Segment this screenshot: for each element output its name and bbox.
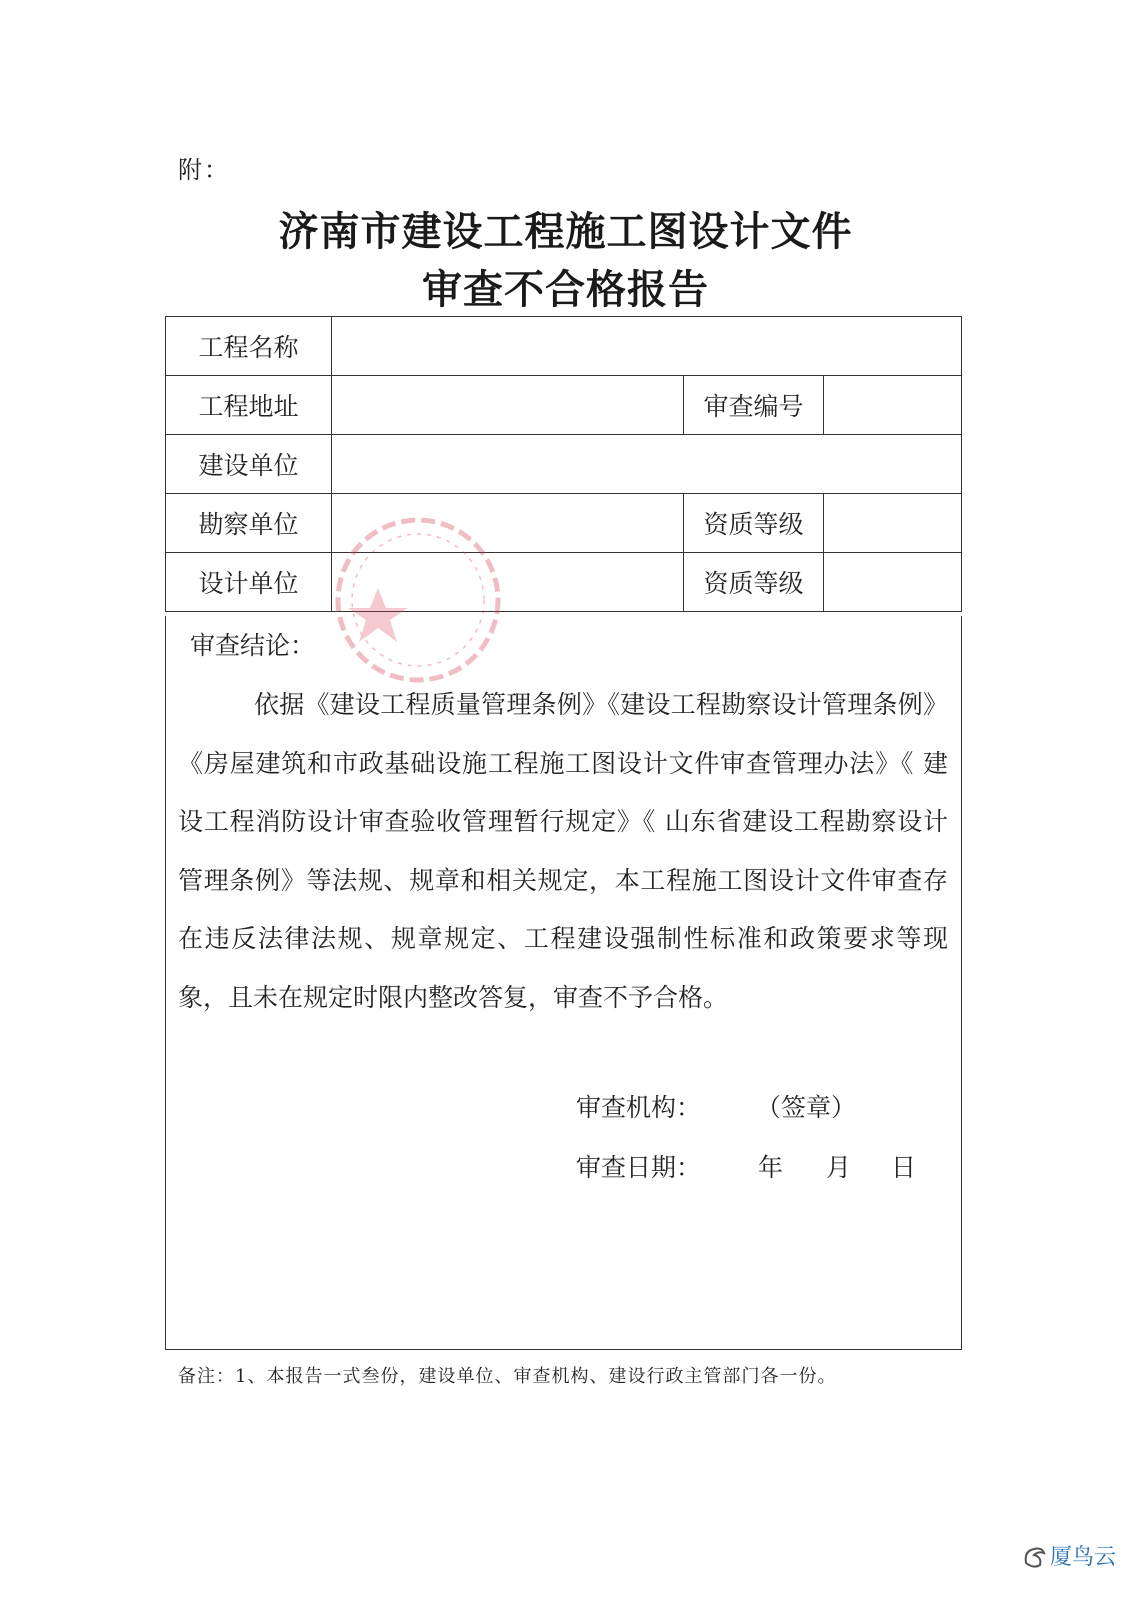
date-year-label: 年 bbox=[758, 1153, 784, 1182]
watermark bbox=[1020, 1540, 1116, 1571]
conclusion-text: 依据《建设工程质量管理条例》《建设工程勘察设计管理条例》《房屋建筑和市政基础设施工程施工图设计文件审查管理办法》《 建设工程消防设计审查验收管理暂行规定》《 山东省建设工程勘察设计管理条例》等法规、规章和相关规定，本工程施工图设计文件审查存在违反法律法规、规章规定、工程建设强制性标准和政策要求等现象，且未在规定时限内整改答复，审查不予合格。 bbox=[178, 690, 948, 1012]
bird-logo-icon bbox=[1020, 1541, 1050, 1571]
project-address-field[interactable] bbox=[332, 376, 684, 435]
date-month-label: 月 bbox=[826, 1153, 852, 1182]
footer-note: 备注：1、本报告一式叁份，建设单位、审查机构、建设行政主管部门各一份。 bbox=[178, 1366, 837, 1387]
construction-unit-label: 建设单位 bbox=[166, 435, 332, 494]
survey-qualification-field[interactable] bbox=[824, 494, 962, 553]
date-day-label: 日 bbox=[891, 1153, 917, 1182]
document-title-line2: 审查不合格报告 bbox=[422, 267, 709, 313]
design-unit-label: 设计单位 bbox=[166, 553, 332, 612]
report-form-table bbox=[165, 316, 962, 612]
review-date-label: 审查日期： bbox=[576, 1153, 702, 1182]
review-number-label: 审查编号 bbox=[684, 376, 824, 435]
seal-label: （签章） bbox=[756, 1093, 857, 1122]
row-construction-unit bbox=[166, 435, 962, 494]
project-name-label: 工程名称 bbox=[166, 317, 332, 376]
official-seal-stamp bbox=[328, 510, 508, 690]
row-project-name bbox=[166, 317, 962, 376]
review-number-field[interactable] bbox=[824, 376, 962, 435]
survey-qualification-label: 资质等级 bbox=[684, 494, 824, 553]
conclusion-box bbox=[165, 616, 962, 1350]
document-title-line1: 济南市建设工程施工图设计文件 bbox=[278, 209, 853, 255]
project-name-field[interactable] bbox=[332, 317, 962, 376]
conclusion-label: 审查结论： bbox=[190, 631, 316, 660]
row-project-address bbox=[166, 376, 962, 435]
survey-unit-label: 勘察单位 bbox=[166, 494, 332, 553]
design-qualification-field[interactable] bbox=[824, 553, 962, 612]
construction-unit-field[interactable] bbox=[332, 435, 962, 494]
design-qualification-label: 资质等级 bbox=[684, 553, 824, 612]
row-design-unit bbox=[166, 553, 962, 612]
project-address-label: 工程地址 bbox=[166, 376, 332, 435]
watermark-text: 厦鸟云 bbox=[1050, 1545, 1117, 1570]
attachment-label: 附： bbox=[178, 156, 230, 184]
review-agency-label: 审查机构： bbox=[576, 1093, 702, 1122]
row-survey-unit bbox=[166, 494, 962, 553]
